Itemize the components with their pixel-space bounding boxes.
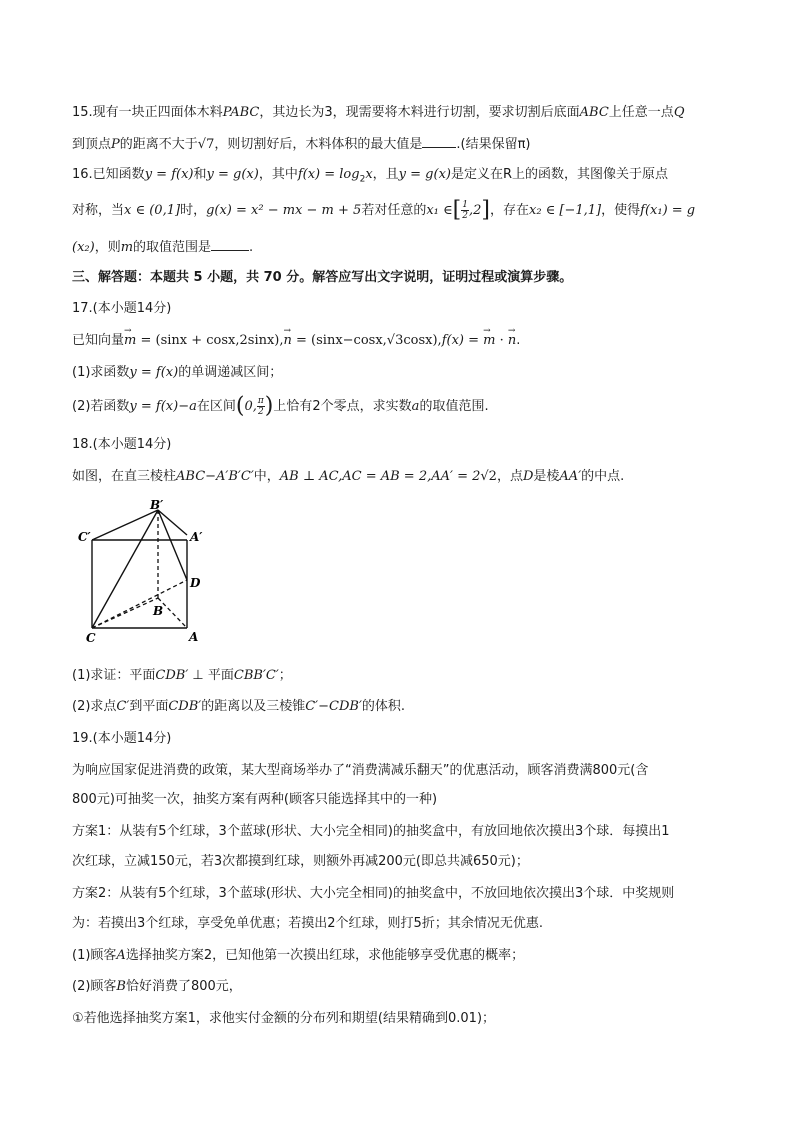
math: = (sinx−cosx,	[291, 333, 387, 348]
fraction	[257, 396, 265, 417]
p15-line1	[72, 103, 722, 123]
p18-q1	[72, 666, 722, 686]
label-d: D	[190, 576, 201, 590]
prism-figure	[72, 495, 212, 645]
text: 在区间	[196, 399, 236, 414]
text: 是定义在R上的函数，其图像关于原点	[450, 167, 669, 182]
text: (1)求函数	[72, 365, 130, 380]
math: ,2	[468, 203, 482, 218]
math: C′−CDB′	[305, 699, 362, 714]
math: f(x₁) = g	[640, 203, 696, 218]
text: 的单调递减区间；	[178, 365, 283, 380]
vector-m: → m	[124, 331, 136, 351]
p19-header: 19.(本小题14分)	[72, 731, 172, 746]
p17-line1	[72, 331, 722, 351]
math: AB ⊥ AC,AC = AB = 2,AA′ = 2	[279, 469, 481, 484]
fraction-num: 1	[462, 200, 468, 210]
text: (2)求点	[72, 699, 117, 714]
math-abc: ABC	[579, 105, 609, 120]
text: (1)求证：平面	[72, 668, 156, 683]
edge-c1b1	[92, 510, 158, 540]
math: 0,	[244, 399, 257, 414]
math-q: Q	[673, 105, 685, 120]
label-b-prime: B′	[150, 498, 164, 512]
math: x₂ ∈ [−1,1]	[528, 203, 602, 218]
text: 如图，在直三棱柱	[72, 469, 177, 484]
text: 到顶点	[72, 137, 112, 152]
math: g(x) = x² − mx − m + 5	[206, 203, 362, 218]
math-sqrt3: √3	[386, 333, 404, 348]
p19-q2-1: ①若他选择抽奖方案1，求他实付金额的分布列和期望(结果精确到0.01)；	[72, 1011, 496, 1026]
math-p: P	[111, 137, 120, 152]
p18-header: 18.(本小题14分)	[72, 437, 172, 452]
text: 的体积.	[361, 699, 406, 714]
text: 的距离不大于	[119, 137, 198, 152]
text: (1)顾客	[72, 948, 117, 963]
p17-q1	[72, 363, 722, 383]
section-heading: 三、解答题：本题共 5 小题，共 70 分。解答应写出文字说明，证明过程或演算步骤。	[72, 270, 573, 285]
right-paren: )	[264, 393, 274, 419]
text: ，使得	[601, 203, 641, 218]
math-pabc: PABC	[222, 105, 260, 120]
text: ，且	[372, 167, 399, 182]
label-c-prime: C′	[78, 530, 91, 544]
edge-b1d	[158, 510, 187, 580]
vector-n: → n	[508, 331, 516, 351]
p19-q1	[72, 946, 722, 966]
text: 对称，当	[72, 203, 125, 218]
p19-line4: 次红球，立减150元，若3次都摸到红球，则额外再减200元(即总共减650元)；	[72, 854, 529, 869]
text: ，其边长为3，现需要将木料进行切割，要求切割后底面	[259, 105, 580, 120]
math: = (sinx + cosx,2sinx),	[136, 333, 284, 348]
text: 中，	[253, 469, 280, 484]
math: y = f(x)	[144, 167, 194, 182]
p16-line2	[72, 199, 722, 223]
text: .	[516, 333, 521, 348]
text: 的取值范围是	[133, 240, 212, 255]
text: ，存在	[489, 203, 529, 218]
math-log: f(x) = log	[297, 167, 360, 182]
text: 选择抽奖方案2，已知他第一次摸出红球，求他能够享受优惠的概率；	[125, 948, 525, 963]
label-a-prime: A′	[190, 530, 203, 544]
edge-b1c	[92, 510, 158, 628]
math: y = g(x)	[206, 167, 259, 182]
math: y = f(x)	[129, 365, 179, 380]
text: 和	[193, 167, 207, 182]
math: (x₂)	[72, 240, 95, 255]
math: cosx),	[403, 333, 442, 348]
fraction-num: π	[257, 396, 264, 406]
label-c: C	[86, 631, 96, 645]
math-b: B	[116, 979, 126, 994]
left-bracket: [	[452, 197, 462, 223]
text: ，点	[496, 469, 523, 484]
fraction	[461, 200, 469, 221]
math-m: m	[120, 240, 134, 255]
p17-q2	[72, 395, 722, 419]
math: C′	[116, 699, 130, 714]
vector-m: → m	[483, 331, 495, 351]
text: 已知向量	[72, 333, 125, 348]
text: 的距离以及三棱锥	[201, 699, 306, 714]
p17-header: 17.(本小题14分)	[72, 301, 172, 316]
vector-n: → n	[284, 331, 292, 351]
math: x ∈ (0,1]	[124, 203, 181, 218]
edge-cd-hidden	[92, 580, 187, 628]
text: ；	[278, 668, 292, 683]
text: 的取值范围.	[419, 399, 489, 414]
text: 恰好消费了800元，	[125, 979, 242, 994]
p19-line6: 为：若摸出3个红球，享受免单优惠；若摸出2个红球，则打5折；其余情况无优惠.	[72, 916, 543, 931]
text: ，则	[94, 240, 121, 255]
text: .	[249, 240, 254, 255]
text: ，其中	[258, 167, 298, 182]
text: (2)顾客	[72, 979, 117, 994]
text: 是棱	[533, 469, 560, 484]
math: y = g(x)	[398, 167, 451, 182]
text: .(结果保留π)	[456, 137, 531, 152]
p19-line1: 为响应国家促进消费的政策，某大型商场举办了“消费满减乐翻天”的优惠活动，顾客消费满800元(含	[72, 763, 649, 778]
text: ⊥ 平面	[188, 668, 234, 683]
math-dot: ·	[495, 333, 508, 348]
math: x	[365, 167, 373, 182]
text: 时，	[180, 203, 207, 218]
p19-q2	[72, 977, 722, 997]
text: 的中点.	[581, 469, 625, 484]
math: ABC−A′B′C′	[176, 469, 254, 484]
label-a: A	[189, 630, 199, 644]
p15-line2	[72, 133, 722, 155]
p16-line1	[72, 165, 722, 190]
text: 到平面	[129, 699, 169, 714]
fraction-den: 2	[257, 407, 264, 417]
p19-line2: 800元)可抽奖一次，抽奖方案有两种(顾客只能选择其中的一种)	[72, 792, 438, 807]
text: 上恰有2个零点，求实数	[273, 399, 412, 414]
text: 15.现有一块正四面体木料	[72, 105, 223, 120]
text: (2)若函数	[72, 399, 130, 414]
math-a: A	[116, 948, 126, 963]
math: f(x) =	[441, 333, 484, 348]
math: CDB′	[155, 668, 189, 683]
answer-blank[interactable]	[211, 236, 249, 251]
math-d: D	[522, 469, 534, 484]
text: 上任意一点	[608, 105, 674, 120]
math-sub: 2	[359, 174, 366, 185]
text: ，则切割好后，木料体积的最大值是	[214, 137, 423, 152]
p18-line1	[72, 467, 722, 487]
left-paren: (	[235, 393, 245, 419]
math: x₁ ∈	[426, 203, 453, 218]
text: 若对任意的	[361, 203, 427, 218]
p16-line3	[72, 236, 722, 258]
answer-blank[interactable]	[422, 133, 456, 148]
label-b: B	[153, 604, 164, 618]
text: 16.已知函数	[72, 167, 145, 182]
p19-line3: 方案1：从装有5个红球，3个蓝球(形状、大小完全相同)的抽奖盒中，有放回地依次摸出3个球．每摸出1	[72, 824, 670, 839]
math: y = f(x)−a	[129, 399, 197, 414]
right-bracket: ]	[481, 197, 490, 223]
math: AA′	[559, 469, 582, 484]
p19-line5: 方案2：从装有5个红球，3个蓝球(形状、大小完全相同)的抽奖盒中，不放回地依次摸出3个球．中奖规则	[72, 886, 675, 901]
math: CBB′C′	[233, 668, 279, 683]
math-sqrt2: √2	[480, 469, 497, 484]
fraction-den: 2	[462, 211, 468, 221]
math-a: a	[411, 399, 420, 414]
math-sqrt7: √7	[197, 137, 215, 152]
p18-q2	[72, 697, 722, 717]
edge-b1a1	[158, 510, 187, 535]
math: CDB′	[168, 699, 202, 714]
